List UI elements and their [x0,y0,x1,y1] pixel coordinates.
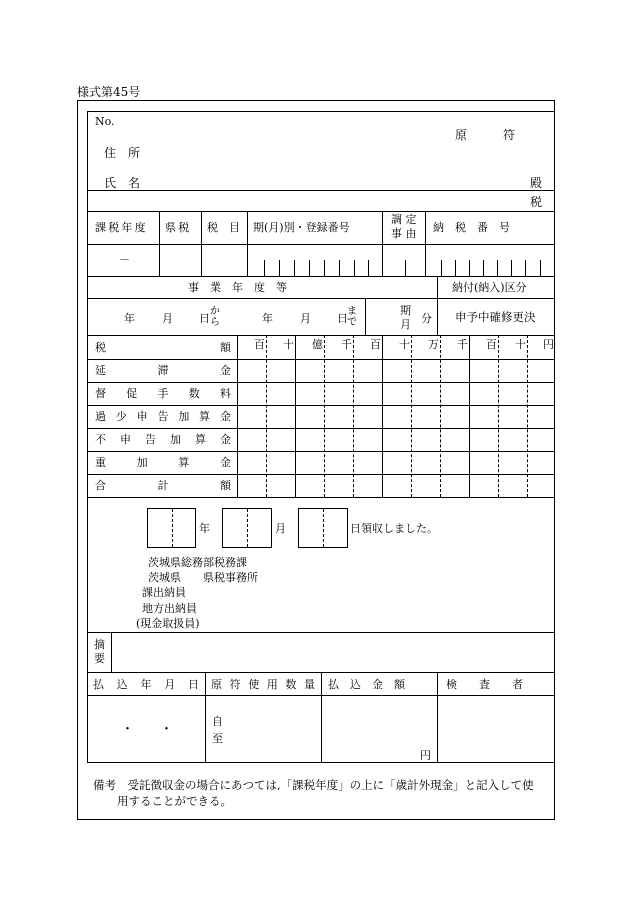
address-label: 住 所 [104,146,141,160]
no-label: No. [95,115,115,128]
digit-header-10: 円 [543,338,554,351]
tax-year-label: 課税年度 [95,221,148,234]
period-label-2: 月 [400,318,411,331]
payment-type-label: 納付(納入)区分 [452,281,527,294]
until-day: 日 [337,312,348,325]
receipt-received-label: 日領収しました。 [350,522,438,535]
digit-header-0: 百 [254,338,265,351]
row-label-tax: 税 額 [95,341,231,354]
digit-header-3: 千 [341,338,352,351]
usage-from-label: 自 [212,715,223,728]
digit-header-1: 十 [283,338,294,351]
row-label-heavy: 重 加 算 金 [95,456,231,469]
period-reg-label: 期(月)別・登録番号 [253,221,350,234]
cashier-line-1: 課出納員 [142,586,186,599]
taxpayer-number-label: 納 税 番 号 [433,221,510,234]
inspector-label: 検 査 者 [446,678,523,691]
receipt-month-label: 月 [275,522,286,535]
from-day: 日 [199,312,210,325]
business-year-label: 事 業 年 度 等 [188,281,287,294]
honorific: 殿 [530,176,543,190]
digit-header-6: 万 [428,338,439,351]
usage-to-label: 至 [212,732,223,745]
adjust-reason-2: 事 由 [391,227,417,240]
payment-date-label: 払込年月日 [93,678,199,691]
payment-amount-label: 払 込 金 額 [328,678,405,691]
note-line-2: 用することができる。 [117,794,232,808]
from-year: 年 [124,312,135,325]
note-line-1: 備考 受託徴収金の場合にあつては,「課税年度」の上に「歳計外現金」と記入して使 [93,778,534,792]
from-month: 月 [162,312,173,325]
office-line-1: 茨城県総務部税務課 [148,556,247,569]
receipt-year-label: 年 [199,522,210,535]
cashier-line-3: (現金取扱員) [136,617,200,630]
tax-year-dash: － [119,253,130,266]
tax-item-label: 税 目 [207,221,240,234]
payment-categories: 申予中確修更決 [455,310,536,324]
row-label-demand-fee: 督 促 手 数 料 [95,387,231,400]
digit-header-9: 十 [515,338,526,351]
until-year: 年 [262,312,273,325]
digit-header-5: 十 [399,338,410,351]
adjust-reason-1: 調 定 [391,213,417,226]
row-label-late-fee: 延 滞 金 [95,364,231,377]
name-label: 氏 名 [104,176,141,190]
digit-header-8: 百 [486,338,497,351]
prefectural-tax-label: 県税 [165,221,192,234]
until-label: まで [347,306,357,328]
row-label-total: 合 計 額 [95,479,231,492]
original-label: 原 符 [455,128,516,142]
portion-label: 分 [421,312,432,325]
receipt-month-box [222,508,272,548]
summary-label-2: 要 [94,652,105,665]
from-label: から [210,306,220,328]
digit-header-2: 億 [312,338,323,351]
row-label-nonreport: 不申告加算金 [95,433,231,446]
period-label-1: 期 [400,304,411,317]
until-month: 月 [300,312,311,325]
form-number: 様式第45号 [77,85,141,99]
digit-header-4: 百 [370,338,381,351]
receipt-year-box [147,508,196,548]
usage-count-label: 原符使用数量 [211,678,315,691]
row-label-underreport: 過少申告加算金 [95,410,231,423]
summary-label-1: 摘 [94,638,105,651]
tax-char: 税 [530,195,543,209]
receipt-day-box [298,508,348,548]
office-line-2: 茨城県 県税事務所 [148,571,258,584]
yen-label: 円 [420,749,431,762]
header-line [87,190,555,191]
cashier-line-2: 地方出納員 [142,602,197,615]
payment-date-dots: ・ ・ [121,722,174,737]
digit-header-7: 千 [457,338,468,351]
